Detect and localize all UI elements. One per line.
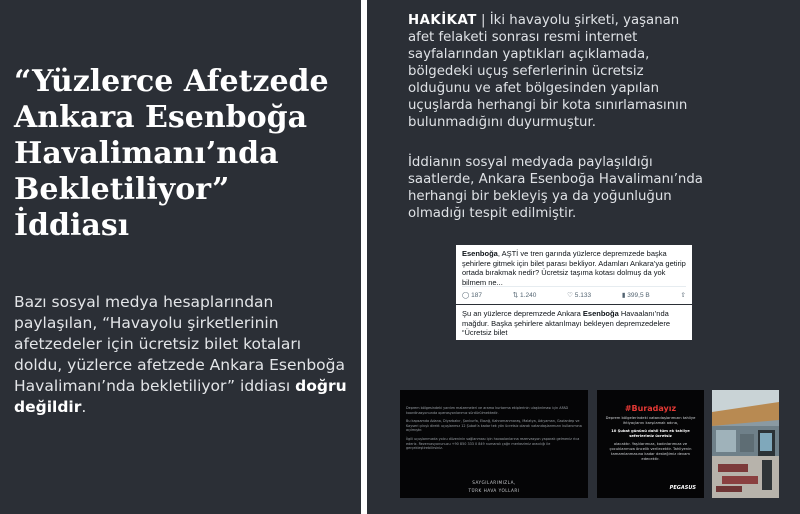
like-action (567, 291, 591, 301)
pegasus-hashtag: #Buradayız (624, 404, 677, 413)
retweet-count: 1.240 (520, 291, 537, 299)
heart-icon: ♡ (567, 291, 573, 299)
like-count: 5.133 (574, 291, 592, 299)
views-action (622, 291, 650, 301)
pegasus-announcement-image (597, 390, 704, 498)
thy-announcement-image (400, 390, 588, 498)
tweet-1-text (462, 249, 686, 287)
fact-text-1: İki havayolu şirketi, yaşanan afet felaketi sonrası resmi internet sayfalarından yaptıkları açıklamada, bölgedeki uçuş seferlerinin ücretsiz olduğunu ve afet bölgesinden yapılan uçuşlarda herhangi bir kota sınırlamasının bulunmadığını duyurmuştur. (408, 13, 688, 130)
airport-terminal-photo (712, 390, 779, 498)
reply-count: 187 (471, 291, 482, 299)
tweet-screenshot-1 (456, 245, 692, 304)
claim-verdict: doğru değildir (14, 377, 347, 416)
retweet-action (513, 291, 537, 301)
tweet-2-before: Şu an yüzlerce depremzede Ankara (462, 309, 583, 318)
airport-photo-drawing (712, 390, 779, 498)
pegasus-logo: PEGASUS (669, 485, 696, 491)
pegasus-text-highlight: 10 Şubat gününü dahil tüm ek tahliye seferlerimiz ücretsiz (611, 429, 690, 438)
claim-title: “Yüzlerce Afetzede Ankara Esenboğa Havalimanı’nda Bekletiliyor” İddiası (14, 64, 329, 243)
tweet-2-body: Havaalanı’nda mağdur. Başka şehirlere aktarılmayı bekleyen depremzedelere “Ücretsiz bilet (462, 309, 671, 337)
claim-description (14, 292, 354, 418)
thy-para-1: Deprem bölgesindeki yardım malzemeleri ve arama kurtarma ekiplerinin ulaştırılması için AFAD koordinasyonunda operasyonlarımız sürdürülmektedir. (406, 406, 569, 415)
fact-separator: | (476, 13, 490, 28)
pegasus-text-2: olacaktır. Yaşlılarımıza, kadınlarımıza ve çocuklarımıza öncelik verilecektir. Tahliyenin tamamlanmasına kadar desteğimiz devam edecektir. (609, 442, 692, 461)
share-icon: ⇧ (680, 291, 686, 299)
tweet-1-actions (462, 286, 686, 301)
claim-panel (0, 0, 361, 514)
tweet-2-bold: Esenboğa (582, 309, 619, 318)
tweet-2-text (462, 309, 686, 338)
thy-para-2: Bu kapsamda Adana, Diyarbakır, Şanlıurfa, Elazığ, Kahramanmaraş, Malatya, Adıyaman, Gaziantep ve Kayseri çıkışlı direkt uçuşlarımız 12 Şubat’a kadar tek yön ücretsiz olarak vatandaşlarımızın kullanımına açılmıştır. (406, 419, 582, 433)
fact-paragraph-2: İddianın sosyal medyada paylaşıldığı saatlerde, Ankara Esenboğa Havalimanı’nda herhangi bir bekleyiş ya da yoğunluğun olmadığı tespit edilmiştir. (408, 155, 703, 221)
view-count: 399,5 B (627, 291, 650, 299)
fact-label: HAKİKAT (408, 13, 477, 28)
reply-icon: ◯ (462, 291, 470, 299)
pegasus-text-1: Deprem bölgelerindeki vatandaşlarımızın tahliye ihtiyaçlarını karşılamak adına, (605, 416, 696, 425)
tweet-screenshot-2 (456, 305, 692, 340)
tweet-1-bold: Esenboğa (462, 249, 498, 258)
fact-paragraph-1 (408, 12, 708, 131)
claim-description-text: Bazı sosyal medya hesaplarından paylaşılan, “Havayolu şirketlerinin afetzedeler için ücretsiz bilet kotaları doldu, yüzlerce afetzede Ankara Esenboğa Havalimanı’nda bekletiliyor” iddiası (14, 293, 345, 395)
reply-action (462, 291, 482, 301)
thy-signature: TÜRK HAVA YOLLARI (468, 488, 520, 493)
thy-closing: SAYGILARIMIZLA, (472, 480, 516, 485)
views-icon: ▮ (621, 291, 626, 299)
claim-description-end: . (81, 398, 87, 416)
retweet-icon: ⇅ (512, 291, 519, 299)
tweet-1-body: , AŞTİ ve tren garında yüzlerce depremzede başka şehirlere gitmek için bilet parası bekliyor. Adamları Ankara’ya getirip ortada bırakmak nedir? Ücretsiz taşıma kotası dolmuş da yok bilmem ne... (462, 249, 686, 287)
thy-para-3: İlgili uçuşlarımızda yolcu düzeninin sağlanması için havaalanlarına rezervasyon yaparak gelmeniz rica ederiz. Rezervasyonunuzu +90 850 333 0 849 numaralı çağrı merkezimiz aracılığı ile gerçekleştirebilirsiniz. (406, 436, 580, 451)
